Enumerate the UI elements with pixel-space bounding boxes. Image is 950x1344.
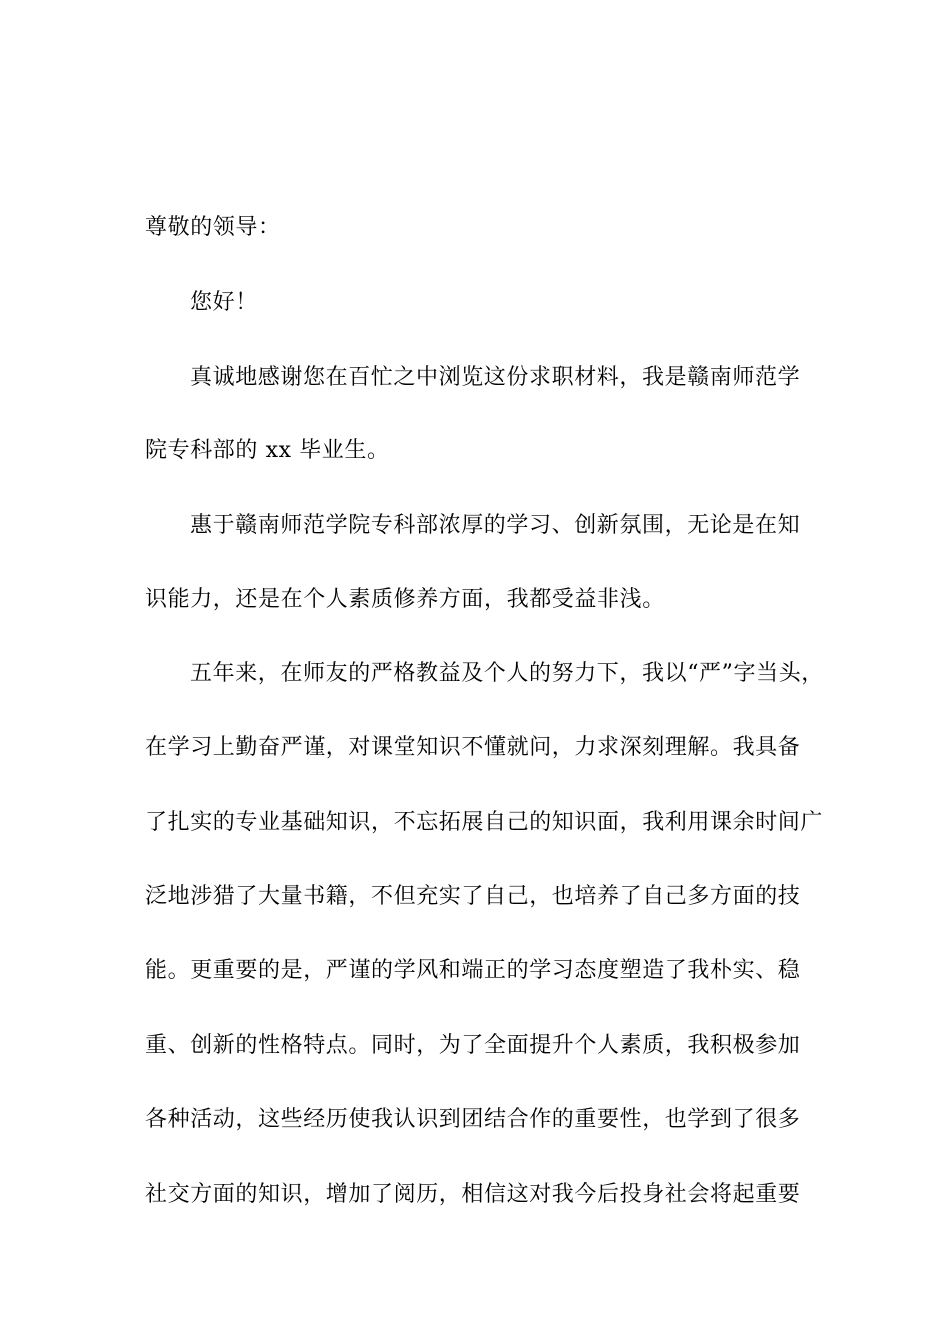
paragraph-3-line-8: 社交方面的知识，增加了阅历，相信这对我今后投身社会将起重要	[145, 1182, 801, 1207]
paragraph-2-line-2: 识能力，还是在个人素质修养方面，我都受益非浅。	[145, 587, 665, 612]
paragraph-1-line-2: 院专科部的 xx 毕业生。	[145, 438, 390, 463]
paragraph-3-line-2: 在学习上勤奋严谨，对课堂知识不懂就问，力求深刻理解。我具备	[145, 735, 801, 760]
paragraph-2-line-1: 惠于赣南师范学院专科部浓厚的学习、创新氛围，无论是在知	[190, 513, 801, 538]
paragraph-3-line-7: 各种活动，这些经历使我认识到团结合作的重要性，也学到了很多	[145, 1107, 801, 1132]
paragraph-3-line-6: 重、创新的性格特点。同时，为了全面提升个人素质，我积极参加	[145, 1033, 801, 1058]
greeting: 您好！	[190, 290, 258, 315]
paragraph-3-line-5: 能。更重要的是，严谨的学风和端正的学习态度塑造了我朴实、稳	[145, 958, 801, 983]
paragraph-3-line-4: 泛地涉猎了大量书籍，不但充实了自己，也培养了自己多方面的技	[145, 884, 801, 909]
paragraph-3-line-1: 五年来，在师友的严格教益及个人的努力下，我以“严”字当头，	[190, 661, 824, 686]
paragraph-1-line-1: 真诚地感谢您在百忙之中浏览这份求职材料，我是赣南师范学	[190, 365, 801, 390]
salutation: 尊敬的领导：	[145, 215, 281, 240]
paragraph-3-line-3: 了扎实的专业基础知识，不忘拓展自己的知识面，我利用课余时间广	[145, 810, 824, 835]
